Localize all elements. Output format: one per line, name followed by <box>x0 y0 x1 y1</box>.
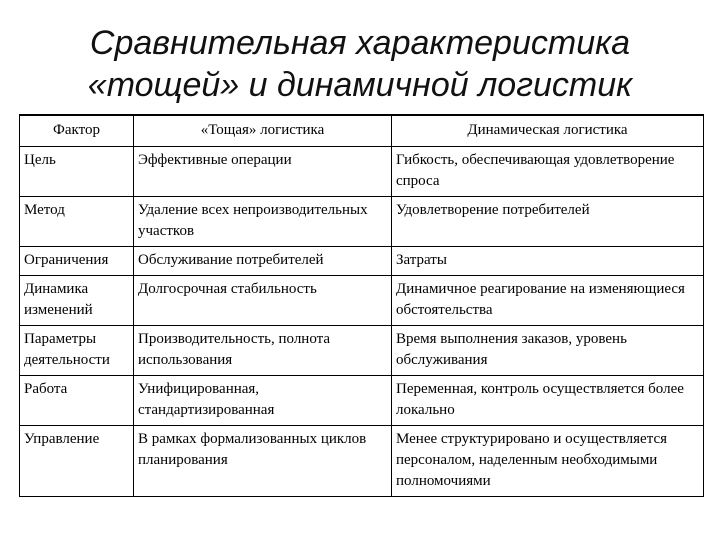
table-row <box>20 147 704 197</box>
agile-cell: Время выполнения заказов, уровень обслуживания <box>392 326 704 376</box>
lean-cell: Унифицированная, стандартизированная <box>134 376 392 426</box>
lean-cell: Эффективные операции <box>134 147 392 197</box>
factor-cell: Динамика изменений <box>20 276 134 326</box>
agile-cell: Удовлетворение потребителей <box>392 197 704 247</box>
lean-cell: В рамках формализованных циклов планирования <box>134 426 392 497</box>
factor-cell: Параметры деятельности <box>20 326 134 376</box>
agile-cell: Переменная, контроль осуществляется более локально <box>392 376 704 426</box>
factor-cell: Управление <box>20 426 134 497</box>
header-lean-logistics: «Тощая» логистика <box>134 115 392 147</box>
table-header-row <box>20 115 704 147</box>
agile-cell: Затраты <box>392 247 704 276</box>
agile-cell: Динамичное реагирование на изменяющиеся обстоятельства <box>392 276 704 326</box>
table-row <box>20 426 704 497</box>
header-agile-logistics: Динамическая логистика <box>392 115 704 147</box>
agile-cell: Менее структурировано и осуществляется персоналом, наделенным необходимыми полномочиями <box>392 426 704 497</box>
agile-cell: Гибкость, обеспечивающая удовлетворение спроса <box>392 147 704 197</box>
slide-title <box>0 22 720 106</box>
header-factor: Фактор <box>20 115 134 147</box>
factor-cell: Метод <box>20 197 134 247</box>
table-row <box>20 376 704 426</box>
table-row <box>20 247 704 276</box>
lean-cell: Производительность, полнота использования <box>134 326 392 376</box>
slide-title-line-2: «тощей» и динамичной логистик <box>87 66 633 104</box>
lean-cell: Долгосрочная стабильность <box>134 276 392 326</box>
factor-cell: Работа <box>20 376 134 426</box>
table-row <box>20 326 704 376</box>
factor-cell: Цель <box>20 147 134 197</box>
comparison-table <box>19 114 704 497</box>
lean-cell: Обслуживание потребителей <box>134 247 392 276</box>
lean-cell: Удаление всех непроизводительных участков <box>134 197 392 247</box>
table-row <box>20 197 704 247</box>
table-row <box>20 276 704 326</box>
slide-title-line-1: Сравнительная характеристика <box>89 24 631 62</box>
factor-cell: Ограничения <box>20 247 134 276</box>
